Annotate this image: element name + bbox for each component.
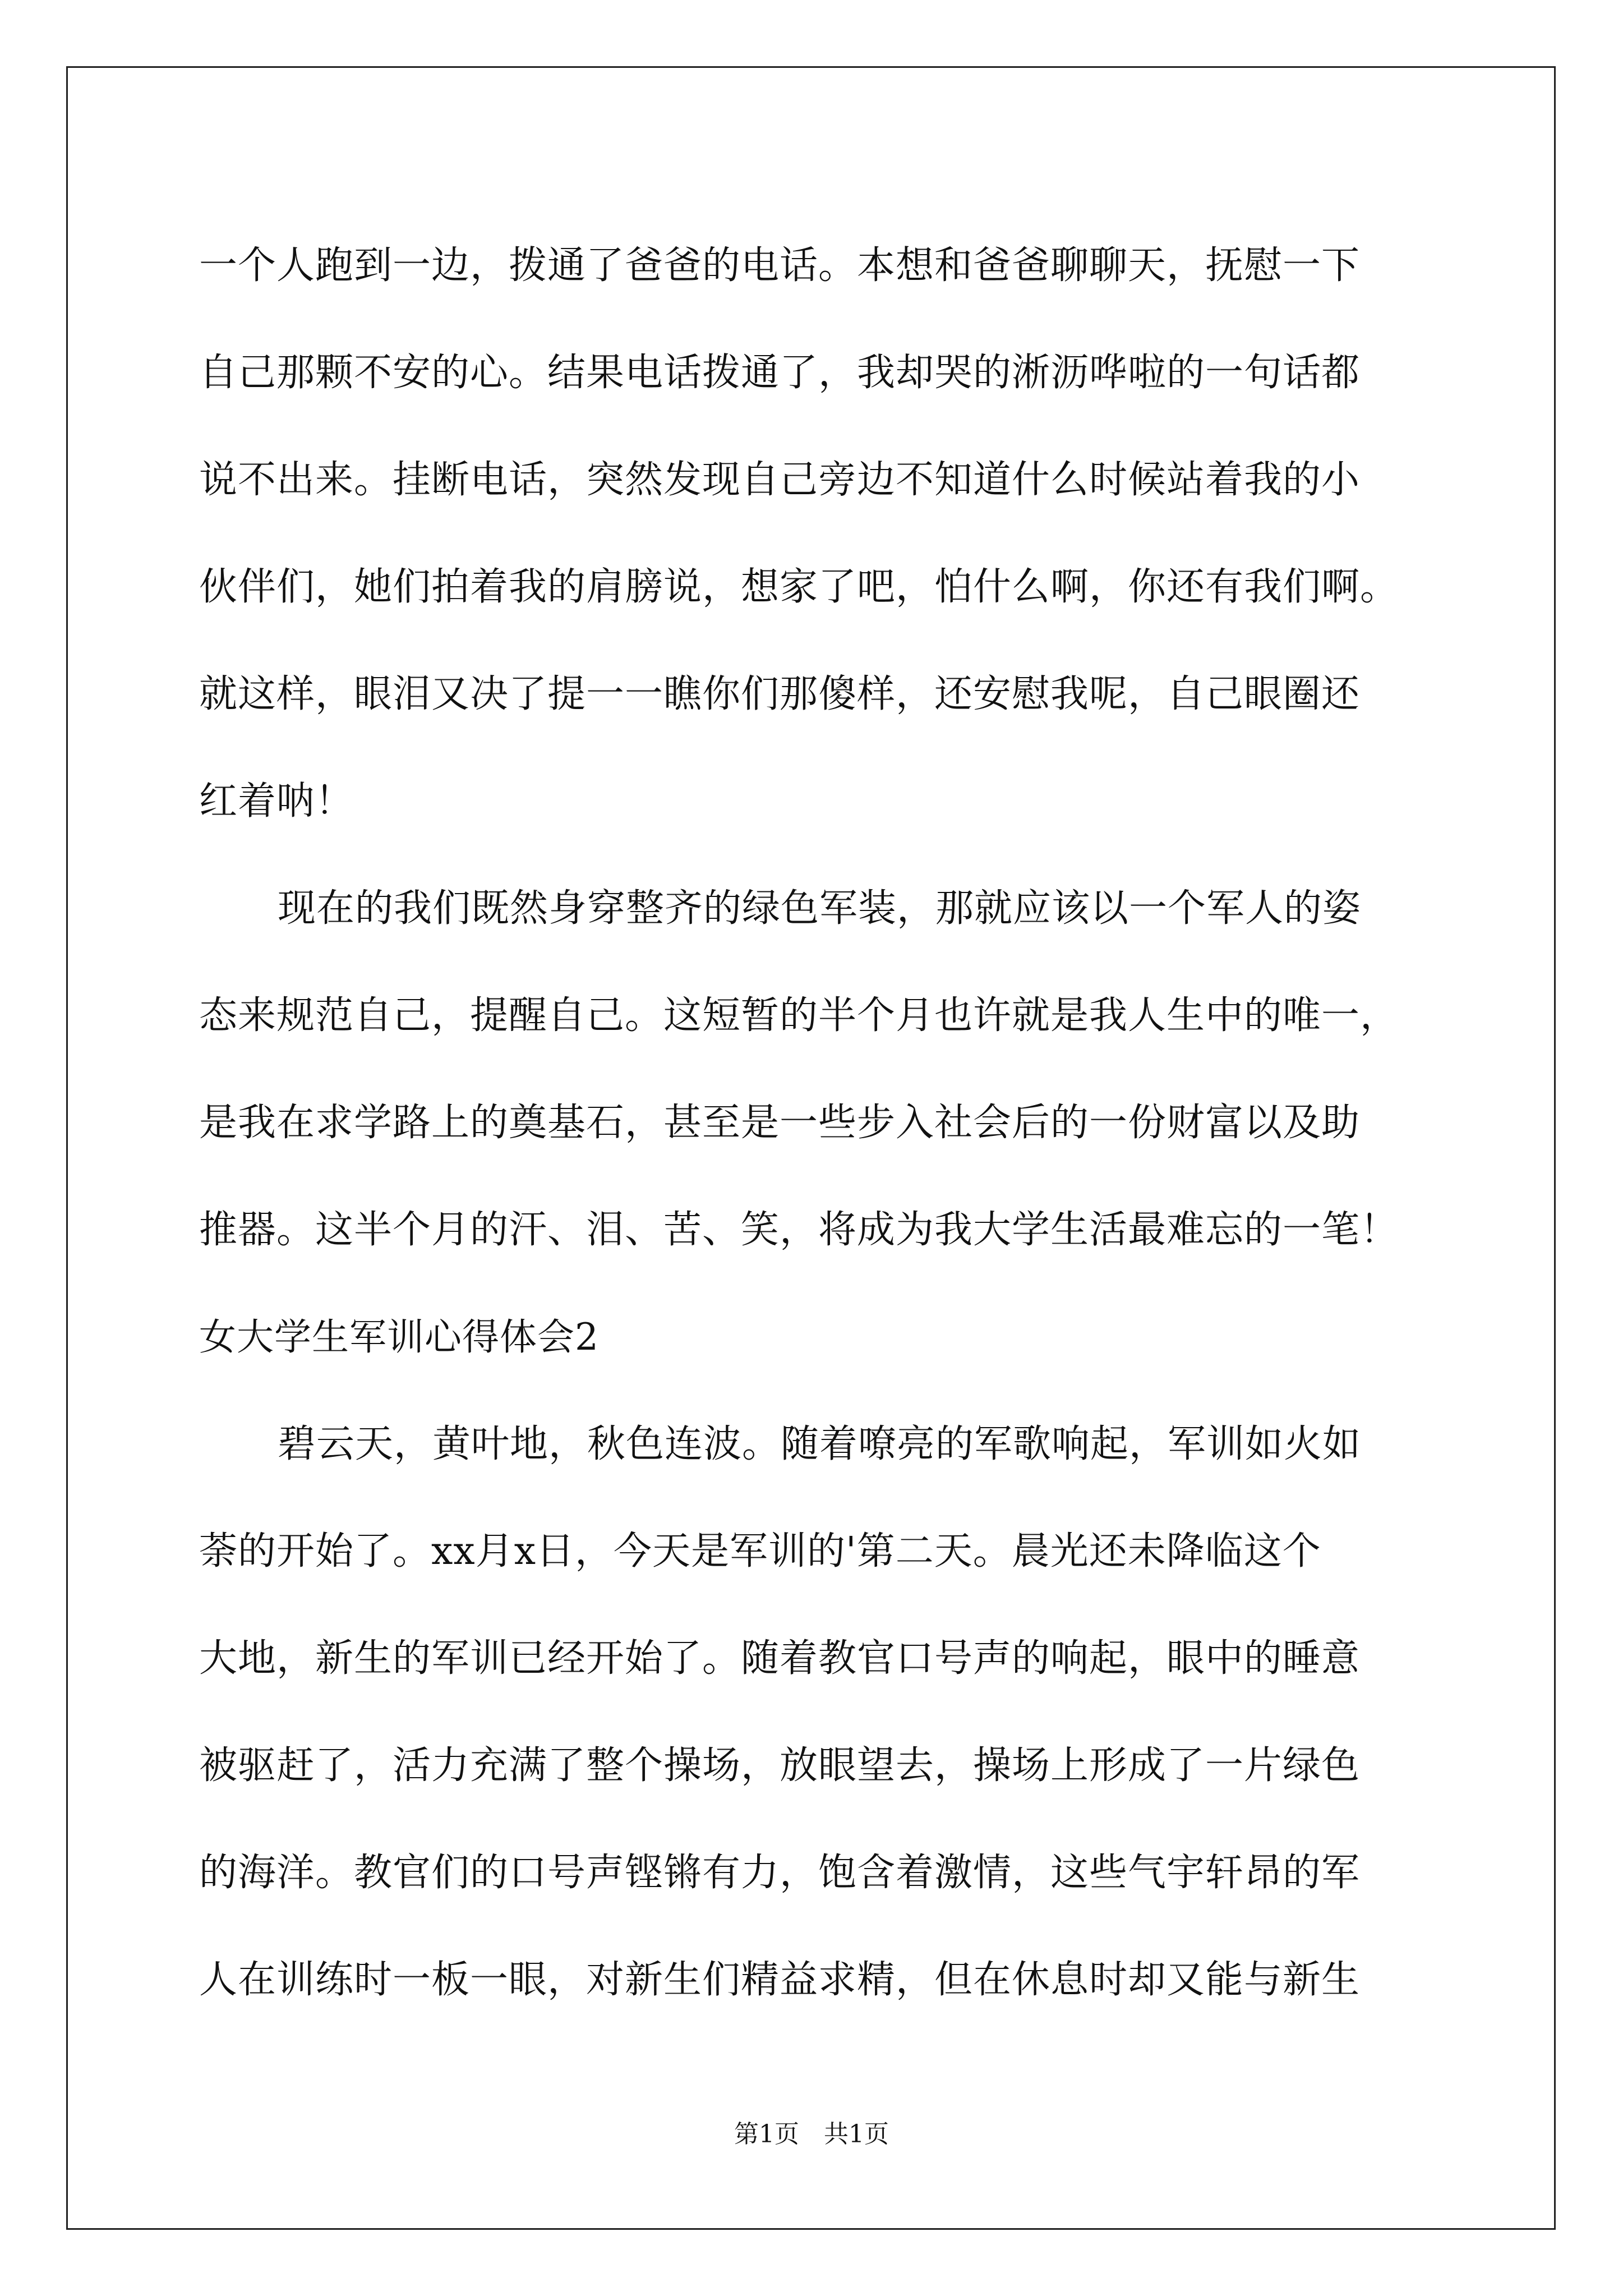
page-number: 第1页 共1页 <box>734 2120 889 2148</box>
text-line: 就这样，眼泪又决了提一一瞧你们那傻样，还安慰我呢，自己眼圈还 <box>199 672 1361 716</box>
text-line: 的海洋。教官们的口号声铿锵有力，饱含着激情，这些气宇轩昂的军 <box>199 1851 1361 1895</box>
text-line: 说不出来。挂断电话，突然发现自己旁边不知道什么时候站着我的小 <box>199 458 1361 502</box>
text-line: 自己那颗不安的心。结果电话拨通了，我却哭的淅沥哗啦的一句话都 <box>199 351 1361 395</box>
text-line: 态来规范自己，提醒自己。这短暂的半个月也许就是我人生中的唯一， <box>199 993 1399 1038</box>
text-line: 荼的开始了。xx月x日，今天是军训的'第二天。晨光还未降临这个 <box>199 1529 1321 1573</box>
paragraph-first-line: 现在的我们既然身穿整齐的绿色军装，那就应该以一个军人的姿 <box>278 886 1362 931</box>
text-line: 人在训练时一板一眼，对新生们精益求精，但在休息时却又能与新生 <box>199 1958 1361 2002</box>
text-line: 大地，新生的军训已经开始了。随着教官口号声的响起，眼中的睡意 <box>199 1636 1361 1681</box>
section-heading: 女大学生军训心得体会2 <box>199 1315 599 1359</box>
document-body <box>199 212 1433 2033</box>
paragraph-first-line: 碧云天，黄叶地，秋色连波。随着嘹亮的军歌响起，军训如火如 <box>278 1422 1362 1466</box>
text-line: 推器。这半个月的汗、泪、苦、笑，将成为我大学生活最难忘的一笔！ <box>199 1208 1399 1252</box>
text-line: 被驱赶了，活力充满了整个操场，放眼望去，操场上形成了一片绿色 <box>199 1743 1361 1788</box>
text-line: 红着呐！ <box>199 779 354 823</box>
text-line: 是我在求学路上的奠基石，甚至是一些步入社会后的一份财富以及助 <box>199 1101 1361 1145</box>
text-line: 一个人跑到一边，拨通了爸爸的电话。本想和爸爸聊聊天，抚慰一下 <box>199 243 1361 288</box>
page-footer <box>0 2118 1623 2151</box>
text-line: 伙伴们，她们拍着我的肩膀说，想家了吧，怕什么啊，你还有我们啊。 <box>199 565 1399 609</box>
